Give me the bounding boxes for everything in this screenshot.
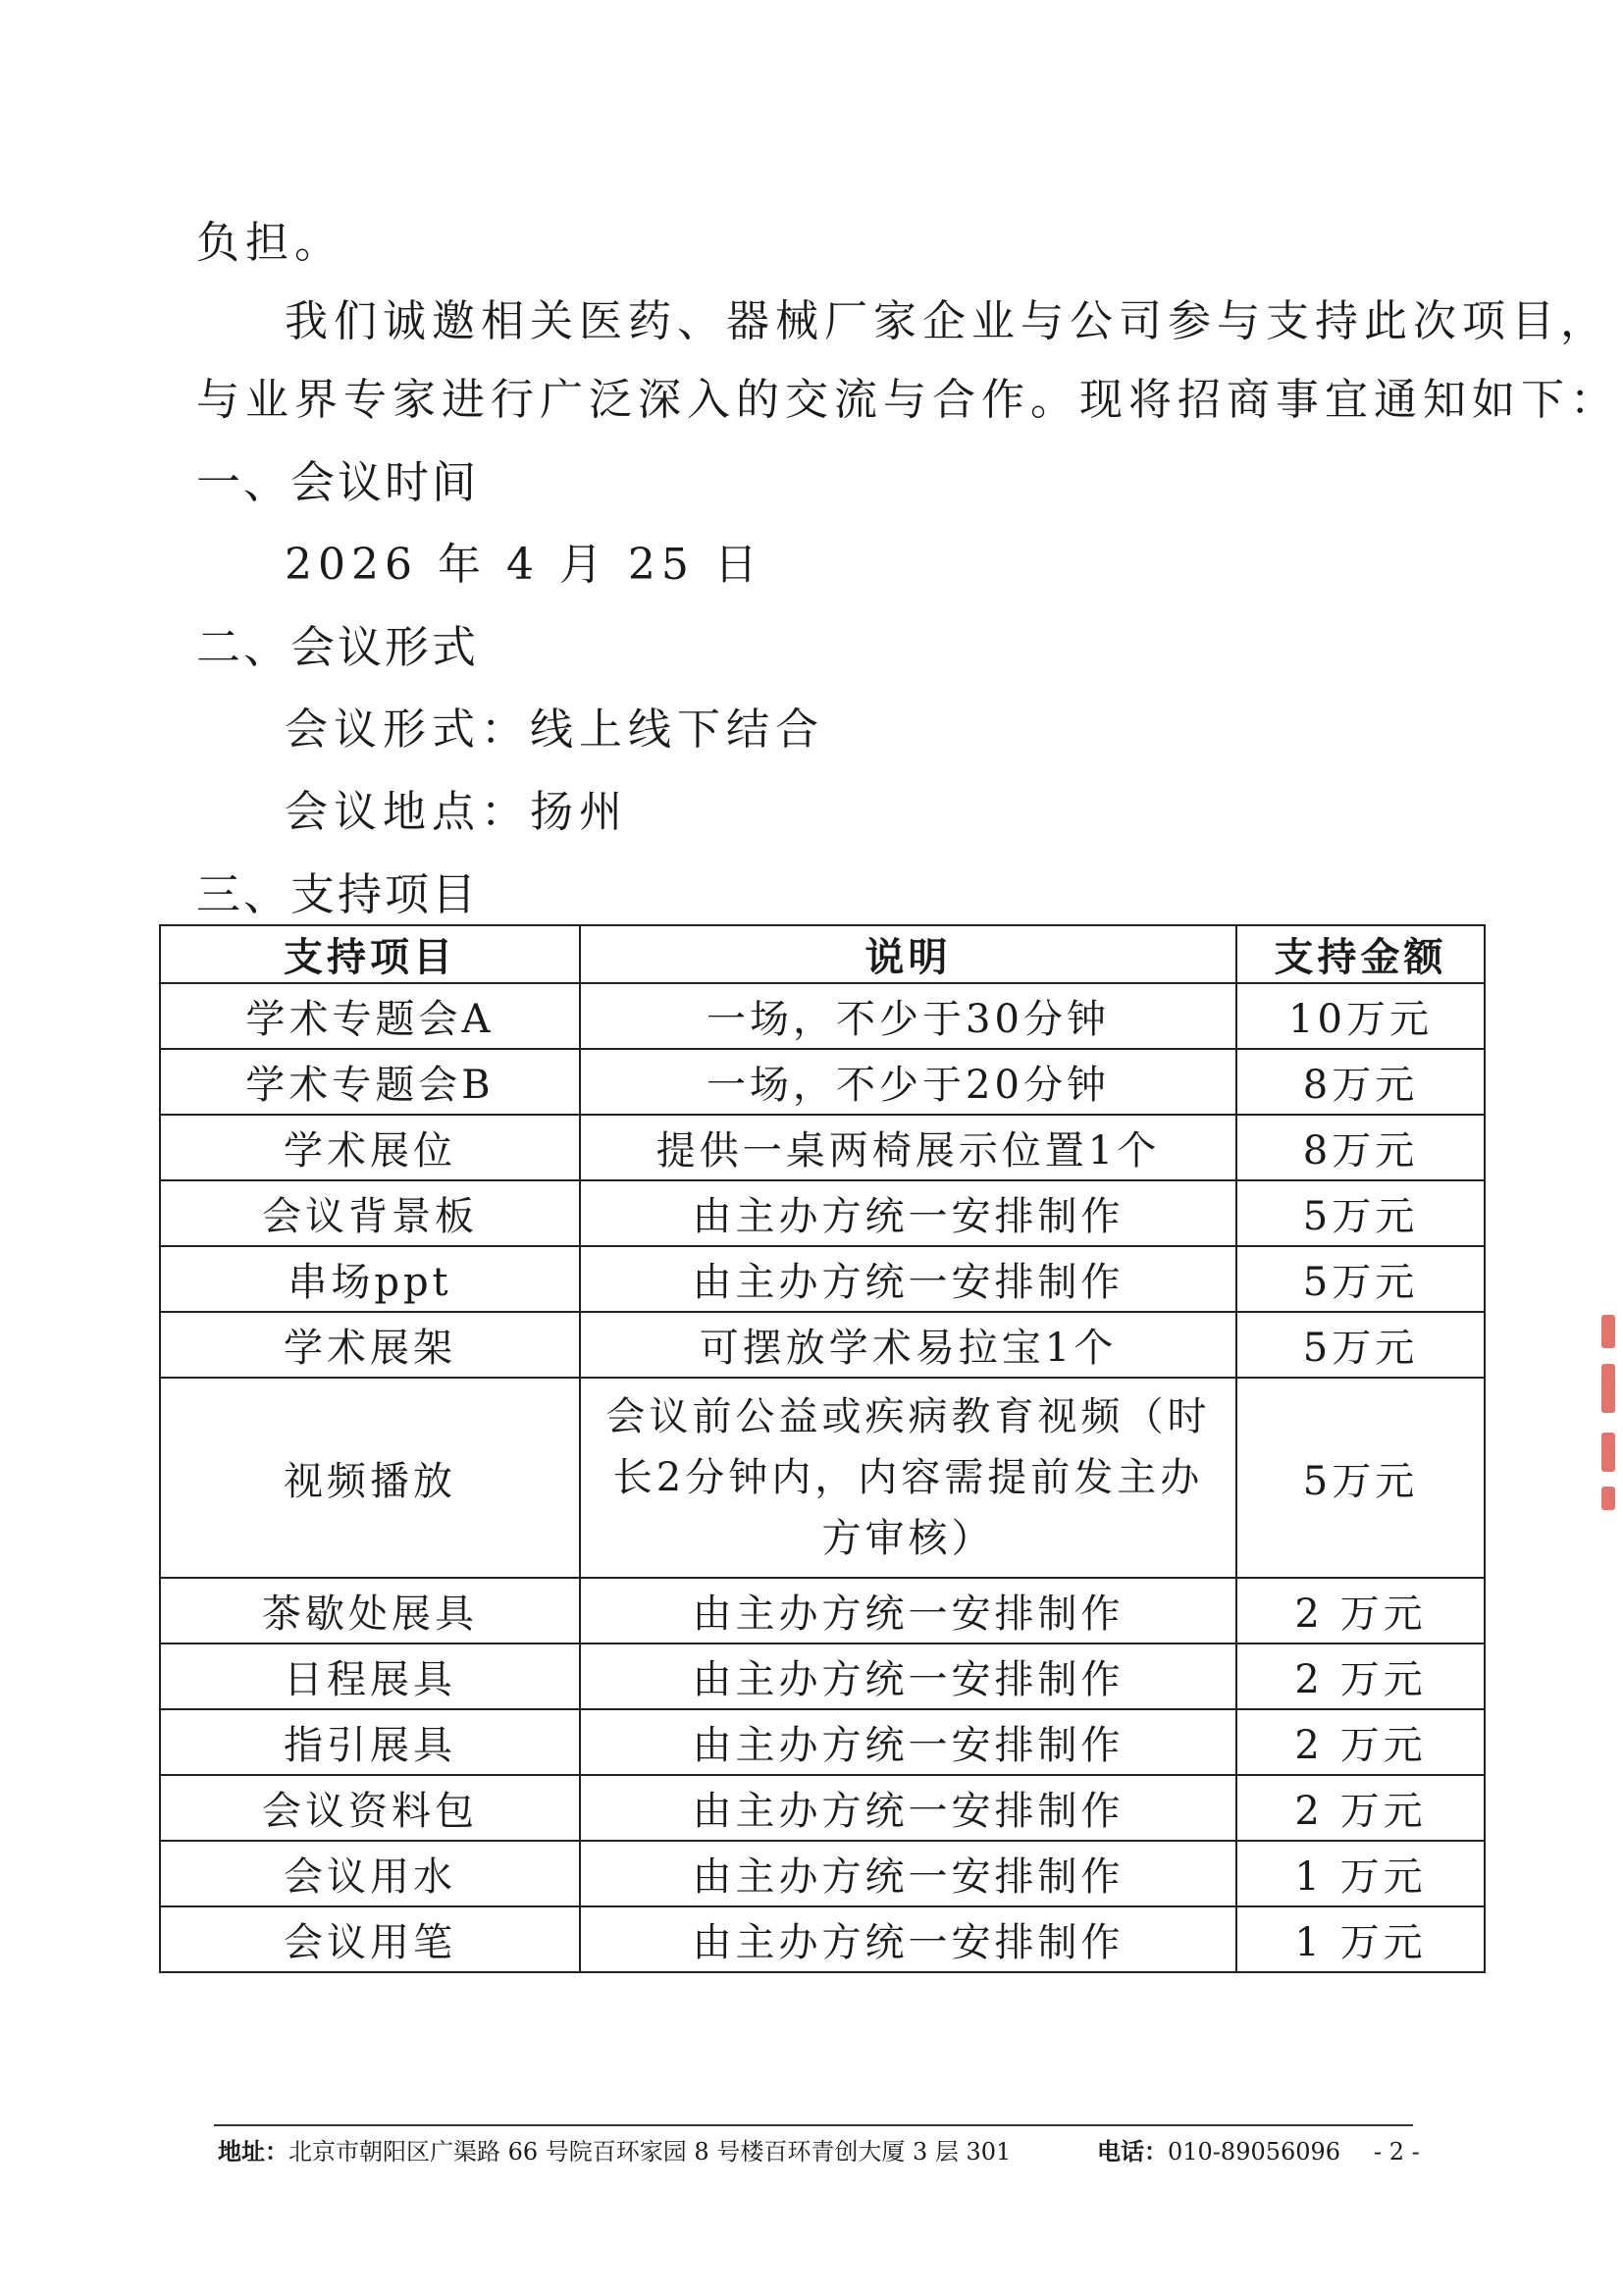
table-row [160, 983, 1485, 1049]
seal-fragment [1601, 1364, 1615, 1413]
item-cell: 视频播放 [160, 1378, 580, 1578]
table-row [160, 1644, 1485, 1709]
phone-text: 010-89056096 [1168, 2138, 1341, 2166]
description-cell: 由主办方统一安排制作 [580, 1246, 1236, 1312]
column-header-description: 说明 [580, 925, 1236, 983]
table-row [160, 1775, 1485, 1841]
amount-cell: 2 万元 [1236, 1644, 1485, 1709]
amount-cell: 8万元 [1236, 1115, 1485, 1180]
description-cell: 由主办方统一安排制作 [580, 1775, 1236, 1841]
support-items-table [159, 924, 1486, 1973]
table-header-row [160, 925, 1485, 983]
meeting-location: 会议地点：扬州 [285, 787, 628, 837]
footer-address [218, 2135, 1011, 2168]
amount-cell: 5万元 [1236, 1312, 1485, 1378]
item-cell: 学术展位 [160, 1115, 580, 1180]
description-cell: 可摆放学术易拉宝1个 [580, 1312, 1236, 1378]
description-cell: 提供一桌两椅展示位置1个 [580, 1115, 1236, 1180]
table-row [160, 1115, 1485, 1180]
amount-cell: 5万元 [1236, 1378, 1485, 1578]
section-heading-time: 一、会议时间 [196, 456, 480, 508]
item-cell: 会议用水 [160, 1841, 580, 1906]
description-cell: 会议前公益或疾病教育视频（时长2分钟内，内容需提前发主办方审核） [580, 1378, 1236, 1578]
section-heading-format: 二、会议形式 [196, 621, 480, 673]
description-cell: 由主办方统一安排制作 [580, 1644, 1236, 1709]
description-cell: 由主办方统一安排制作 [580, 1906, 1236, 1972]
seal-fragment [1601, 1315, 1615, 1348]
item-cell: 学术专题会B [160, 1049, 580, 1115]
table-row [160, 1049, 1485, 1115]
amount-cell: 5万元 [1236, 1180, 1485, 1246]
description-cell: 由主办方统一安排制作 [580, 1709, 1236, 1775]
seal-fragment [1601, 1487, 1615, 1510]
paragraph-continuation: 负担。 [196, 218, 343, 268]
description-cell: 一场，不少于20分钟 [580, 1049, 1236, 1115]
section-heading-items: 三、支持项目 [196, 868, 480, 920]
column-header-item: 支持项目 [160, 925, 580, 983]
amount-cell: 2 万元 [1236, 1775, 1485, 1841]
footer-phone [1097, 2135, 1340, 2168]
seal-fragment [1601, 1433, 1615, 1472]
amount-cell: 10万元 [1236, 983, 1485, 1049]
amount-cell: 1 万元 [1236, 1841, 1485, 1906]
invitation-paragraph-line-2: 与业界专家进行广泛深入的交流与合作。现将招商事宜通知如下： [196, 375, 1619, 425]
table-row [160, 1906, 1485, 1972]
item-cell: 指引展具 [160, 1709, 580, 1775]
item-cell: 会议资料包 [160, 1775, 580, 1841]
address-text: 北京市朝阳区广渠路 66 号院百环家园 8 号楼百环青创大厦 3 层 301 [288, 2138, 1012, 2166]
invitation-paragraph-line-1: 我们诚邀相关医药、器械厂家企业与公司参与支持此次项目， [285, 296, 1609, 346]
amount-cell: 2 万元 [1236, 1709, 1485, 1775]
item-cell: 茶歇处展具 [160, 1578, 580, 1644]
item-cell: 会议背景板 [160, 1180, 580, 1246]
column-header-amount: 支持金额 [1236, 925, 1485, 983]
address-label: 地址： [218, 2138, 288, 2166]
item-cell: 串场ppt [160, 1246, 580, 1312]
amount-cell: 2 万元 [1236, 1578, 1485, 1644]
table-row [160, 1841, 1485, 1906]
table-row [160, 1578, 1485, 1644]
item-cell: 学术专题会A [160, 983, 580, 1049]
meeting-date: 2026 年 4 月 25 日 [285, 540, 763, 590]
table-row [160, 1246, 1485, 1312]
amount-cell: 8万元 [1236, 1049, 1485, 1115]
description-cell: 由主办方统一安排制作 [580, 1578, 1236, 1644]
table-row [160, 1180, 1485, 1246]
page-number: - 2 - [1374, 2138, 1420, 2166]
item-cell: 会议用笔 [160, 1906, 580, 1972]
amount-cell: 1 万元 [1236, 1906, 1485, 1972]
description-cell: 一场，不少于30分钟 [580, 983, 1236, 1049]
amount-cell: 5万元 [1236, 1246, 1485, 1312]
description-cell: 由主办方统一安排制作 [580, 1841, 1236, 1906]
item-cell: 日程展具 [160, 1644, 580, 1709]
table-row [160, 1709, 1485, 1775]
item-cell: 学术展架 [160, 1312, 580, 1378]
meeting-mode: 会议形式：线上线下结合 [285, 704, 824, 755]
table-row [160, 1312, 1485, 1378]
phone-label: 电话： [1097, 2138, 1168, 2166]
description-cell: 由主办方统一安排制作 [580, 1180, 1236, 1246]
table-row [160, 1378, 1485, 1578]
footer-divider [214, 2124, 1413, 2126]
